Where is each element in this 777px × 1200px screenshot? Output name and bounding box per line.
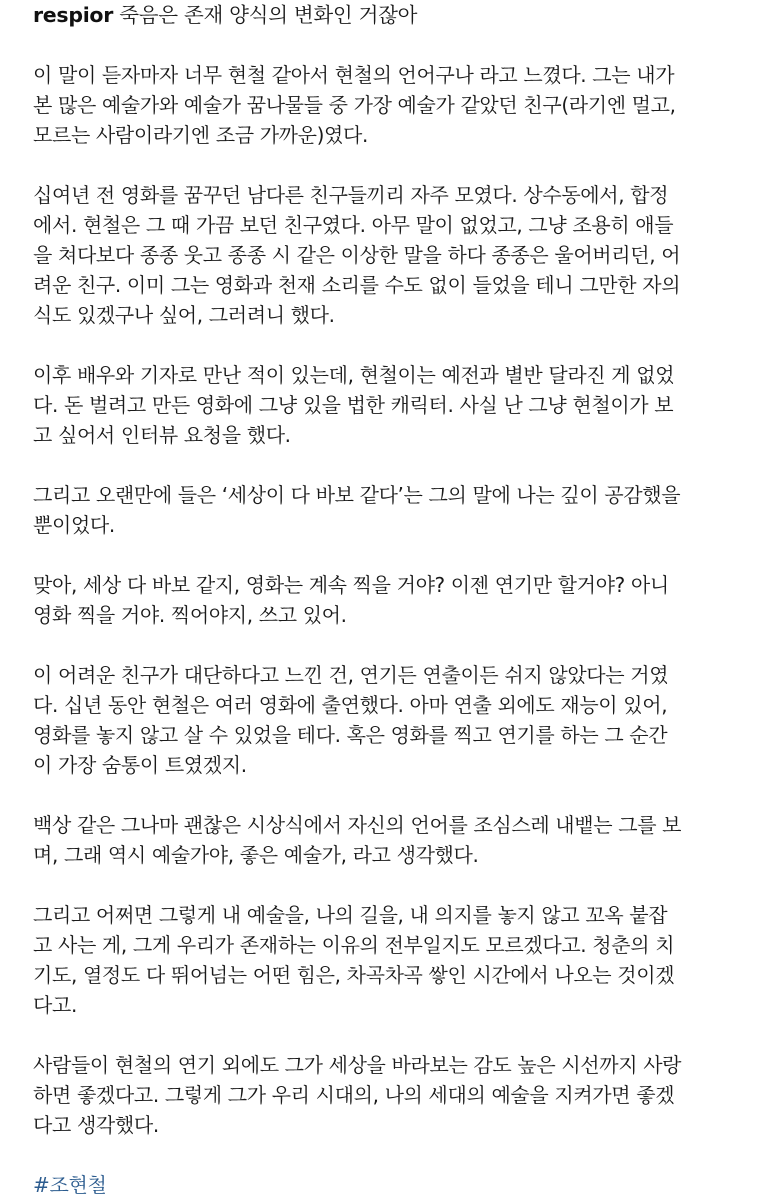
caption-line: 다고 생각했다. bbox=[33, 1113, 159, 1137]
caption-line: 고 사는 게, 그게 우리가 존재하는 이유의 전부일지도 모르겠다고. 청춘의 치 bbox=[33, 933, 675, 957]
caption-line: 그리고 어쩌면 그렇게 내 예술을, 나의 길을, 내 의지를 놓지 않고 꼬옥 붙잡 bbox=[33, 903, 668, 927]
post-caption bbox=[33, 0, 758, 1200]
paragraph-spacer bbox=[33, 330, 758, 360]
caption-paragraph bbox=[33, 180, 758, 330]
caption-line: 본 많은 예술가와 예술가 꿈나물들 중 가장 예술가 같았던 친구(라기엔 멀고, bbox=[33, 93, 676, 117]
paragraph-spacer bbox=[33, 150, 758, 180]
caption-line: 에서. 현철은 그 때 가끔 보던 친구였다. 아무 말이 없었고, 그냥 조용히 애들 bbox=[33, 213, 674, 237]
caption-line: 맞아, 세상 다 바보 같지, 영화는 계속 찍을 거야? 이젠 연기만 할거야? 아니 bbox=[33, 573, 669, 597]
caption-line: 사람들이 현철의 연기 외에도 그가 세상을 바라보는 감도 높은 시선까지 사랑 bbox=[33, 1053, 682, 1077]
caption-line: 기도, 열정도 다 뛰어넘는 어떤 힘은, 차곡차곡 쌓인 시간에서 나오는 것이겠 bbox=[33, 963, 675, 987]
caption-line: 십여년 전 영화를 꿈꾸던 남다른 친구들끼리 자주 모였다. 상수동에서, 합정 bbox=[33, 183, 669, 207]
caption-line: 모르는 사람이라기엔 조금 가까운)였다. bbox=[33, 123, 369, 147]
caption-line: 며, 그래 역시 예술가야, 좋은 예술가, 라고 생각했다. bbox=[33, 843, 479, 867]
paragraph-spacer bbox=[33, 30, 758, 60]
caption-line: 식도 있겠구나 싶어, 그러려니 했다. bbox=[33, 303, 335, 327]
caption-paragraph bbox=[33, 60, 758, 150]
paragraph-spacer bbox=[33, 870, 758, 900]
caption-line: 려운 친구. 이미 그는 영화과 천재 소리를 수도 없이 들었을 테니 그만한 자의 bbox=[33, 273, 681, 297]
caption-paragraph bbox=[33, 360, 758, 450]
caption-paragraph bbox=[33, 480, 758, 540]
username-link[interactable]: respior bbox=[33, 3, 114, 27]
caption-paragraph bbox=[33, 810, 758, 870]
caption-line: 다. 돈 벌려고 만든 영화에 그냥 있을 법한 캐릭터. 사실 난 그냥 현철이가 보 bbox=[33, 393, 674, 417]
hashtag-link[interactable]: #조현철 bbox=[33, 1173, 107, 1197]
caption-paragraph bbox=[33, 570, 758, 630]
caption-paragraph bbox=[33, 900, 758, 1020]
paragraph-spacer bbox=[33, 450, 758, 480]
caption-headline: 죽음은 존재 양식의 변화인 거잖아 bbox=[119, 3, 418, 27]
caption-line: 을 쳐다보다 종종 웃고 종종 시 같은 이상한 말을 하다 종종은 울어버리던, 어 bbox=[33, 243, 681, 267]
caption-line: 백상 같은 그나마 괜찮은 시상식에서 자신의 언어를 조심스레 내뱉는 그를 보 bbox=[33, 813, 682, 837]
caption-body bbox=[33, 30, 758, 1140]
caption-line: 고 싶어서 인터뷰 요청을 했다. bbox=[33, 423, 291, 447]
caption-line: 영화 찍을 거야. 찍어야지, 쓰고 있어. bbox=[33, 603, 347, 627]
paragraph-spacer bbox=[33, 630, 758, 660]
paragraph-spacer bbox=[33, 540, 758, 570]
caption-line: 뿐이었다. bbox=[33, 513, 115, 537]
caption-paragraph bbox=[33, 660, 758, 780]
caption-line: 이 말이 듣자마자 너무 현철 같아서 현철의 언어구나 라고 느꼈다. 그는 내가 bbox=[33, 63, 675, 87]
caption-line: 다고. bbox=[33, 993, 77, 1017]
caption-paragraph bbox=[33, 1050, 758, 1140]
caption-line: 하면 좋겠다고. 그렇게 그가 우리 시대의, 나의 세대의 예술을 지켜가면 좋겠 bbox=[33, 1083, 675, 1107]
caption-header bbox=[33, 0, 758, 30]
caption-line: 영화를 놓지 않고 살 수 있었을 테다. 혹은 영화를 찍고 연기를 하는 그 순간 bbox=[33, 723, 668, 747]
caption-line: 다. 십년 동안 현철은 여러 영화에 출연했다. 아마 연출 외에도 재능이 있어, bbox=[33, 693, 668, 717]
caption-line: 그리고 오랜만에 들은 ‘세상이 다 바보 같다’는 그의 말에 나는 깊이 공감했을 bbox=[33, 483, 681, 507]
paragraph-spacer bbox=[33, 780, 758, 810]
caption-line: 이 어려운 친구가 대단하다고 느낀 건, 연기든 연출이든 쉬지 않았다는 거였 bbox=[33, 663, 669, 687]
paragraph-spacer bbox=[33, 1140, 758, 1170]
caption-line: 이 가장 숨통이 트였겠지. bbox=[33, 753, 247, 777]
paragraph-spacer bbox=[33, 1020, 758, 1050]
caption-line: 이후 배우와 기자로 만난 적이 있는데, 현철이는 예전과 별반 달라진 게 없었 bbox=[33, 363, 675, 387]
